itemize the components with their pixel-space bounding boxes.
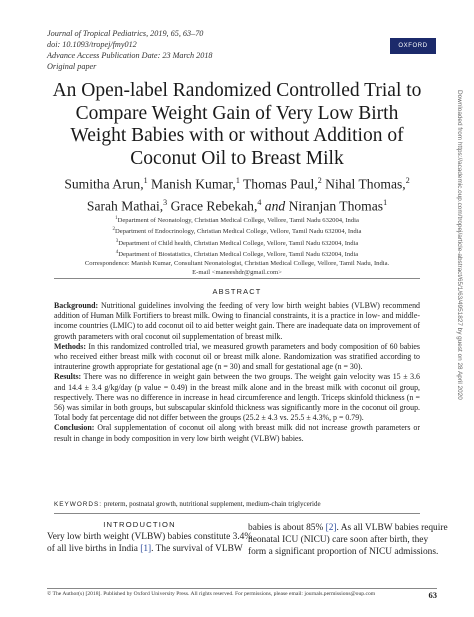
author-name: Sarah Mathai, [86,198,164,214]
affiliation-mark: 4 [115,249,119,255]
methods-text: In this randomized controlled trial, we measured growth parameters and body composition of 60 babies who received either breast milk with coconut oil or breast milk alone. Randomization was stratified according to intrauterine growth appropriate for gestational age (n = 30) and small for gestational age (n = 30). [54,341,420,372]
author-name: Grace Rebekah, [167,198,258,214]
results-text: There was no difference in weight gain between the two groups. The weight gain velocity was 15 ± 3.6 and 14.4 ± 3.4 g/kg/day (p value = 0.49) in the breast milk alone and in the breast milk with coconut oil group, respectively. There was no difference in increase in head circumference and length. Triceps skinfold thickness (n = 56) was similar in both groups, but subscapular skinfold thickness was significantly more in the coconut oil group. Total body fat percentage did not differ between the groups (25.2 ± 4.3 vs. 25.5 ± 4.3%, p = 0.79). [54,372,420,423]
title-line: Coconut Oil to Breast Milk [130,147,344,169]
keywords [54,500,420,509]
abstract-results [54,372,420,423]
affiliation [20,225,454,236]
affiliation-mark: 2 [112,227,116,233]
author-affil-mark: 3 [163,197,168,207]
background-text: Nutritional guidelines involving the feeding of very low birth weight babies (VLBW) recommend addition of Human Milk Fortifiers to breast milk. Owing to financial constraints, it is a practice in low- and middle-income countries (LMIC) to add coconut oil to aid better weight gain. There are inadequate data on improvement of growth parameters with oral coconut oil supplementation of breast milk. [54,301,420,341]
abstract-conclusion [54,423,420,443]
affiliations [20,214,454,277]
download-watermark-text: Downloaded from https://academic.oup.com/tropej/article-abstract/65/1/63/4951827 by guest on 28 April 2020 [456,90,463,400]
intro-column-right [248,522,448,558]
keywords-label: KEYWORDS: [54,501,103,508]
affiliation [20,237,454,248]
citation-link[interactable]: [1] [140,544,152,554]
email-link[interactable]: E-mail <maneeshdr@gmail.com> [192,269,282,277]
page-number: 63 [428,590,437,600]
title-line: Compare Weight Gain of Very Low Birth [75,102,399,124]
section-divider [54,513,420,514]
page-footer [47,588,437,600]
advance-access-date: Advance Access Publication Date: 23 March 2018 [47,51,213,60]
affiliation-mark: 3 [115,238,119,244]
body-text: . The survival of VLBW [151,544,243,554]
author-affil-mark: 2 [317,176,322,185]
affiliation [20,248,454,259]
author-name: Sumitha Arun, [64,176,144,192]
author-name: Thomas Paul, [239,176,318,192]
author-affil-mark: 1 [143,176,148,185]
body-text: of all live births in India [47,544,141,554]
doi: doi: 10.1093/tropej/fmy012 [47,40,137,49]
article-title [20,80,454,170]
background-label: Background: [54,301,99,310]
body-line: neonatal ICU (NICU) care soon after birth, they [248,535,429,545]
author-affil-mark: 1 [235,176,240,185]
author-list [20,172,454,215]
author-affil-mark: 2 [405,176,410,185]
affiliation-mark: 1 [115,216,118,221]
author-name: Niranjan Thomas [288,198,384,214]
body-line [47,543,243,555]
body-line: Very low birth weight (VLBW) babies constitute 3.4% [47,532,253,542]
abstract-section [54,278,420,444]
oxford-logo: OXFORD [390,38,436,54]
affiliation-text: Department of Neonatology, Christian Medical College, Vellore, Tamil Nadu 632004, India [117,217,359,225]
paper-type: Original paper [47,62,97,71]
title-line: Weight Babies with or without Addition of [70,125,404,146]
author-name: Nihal Thomas, [321,176,406,192]
affiliation [20,214,454,225]
results-label: Results: [54,372,82,382]
author-conjunction: and [261,198,289,214]
citation-link[interactable]: [2] [325,523,337,533]
author-affil-mark: 1 [383,197,388,207]
author-affil-mark: 4 [257,197,262,207]
correspondence: Correspondence: Manish Kumar, Consultant Neonatologist, Christian Medical College, Vellore, Tamil Nadu, India. [84,260,390,268]
body-line [248,522,448,534]
introduction-heading: INTRODUCTION [103,520,176,529]
download-watermark [456,90,466,550]
body-text: babies is about 85% [248,523,326,533]
keywords-text: preterm, postnatal growth, nutritional supplement, medium-chain triglyceride [102,500,321,508]
body-line: form a significant proportion of NICU admissions. [248,547,439,557]
affiliation-text: Department of Endocrinology, Christian Medical College, Vellore, Tamil Nadu 632004, India [115,228,362,236]
body-text: . As all VLBW babies require [336,523,448,533]
abstract-heading: ABSTRACT [212,287,262,296]
conclusion-label: Conclusion: [54,423,95,433]
journal-citation: Journal of Tropical Pediatrics, 2019, 65, 63–70 [47,29,204,38]
methods-label: Methods: [54,341,86,351]
conclusion-text: Oral supplementation of coconut oil along with breast milk did not increase growth parameters or result in change in body composition in very low birth weight (VLBW) babies. [54,423,420,443]
abstract-background [54,301,420,342]
journal-info [47,28,213,72]
abstract-methods [54,342,420,373]
title-line: An Open-label Randomized Controlled Trial to [52,80,422,101]
author-name: Manish Kumar, [147,176,236,192]
copyright-notice: © The Author(s) [2018]. Published by Oxford University Press. All rights reserved. For permissions, please email: journals.permissions@oup.com [47,591,376,597]
affiliation-text: Department of Biostatistics, Christian Medical College, Vellore, Tamil Nadu 632004, India [118,251,359,259]
affiliation-text: Department of Child health, Christian Medical College, Vellore, Tamil Nadu 632004, India [118,239,359,247]
intro-column-left [47,531,253,555]
